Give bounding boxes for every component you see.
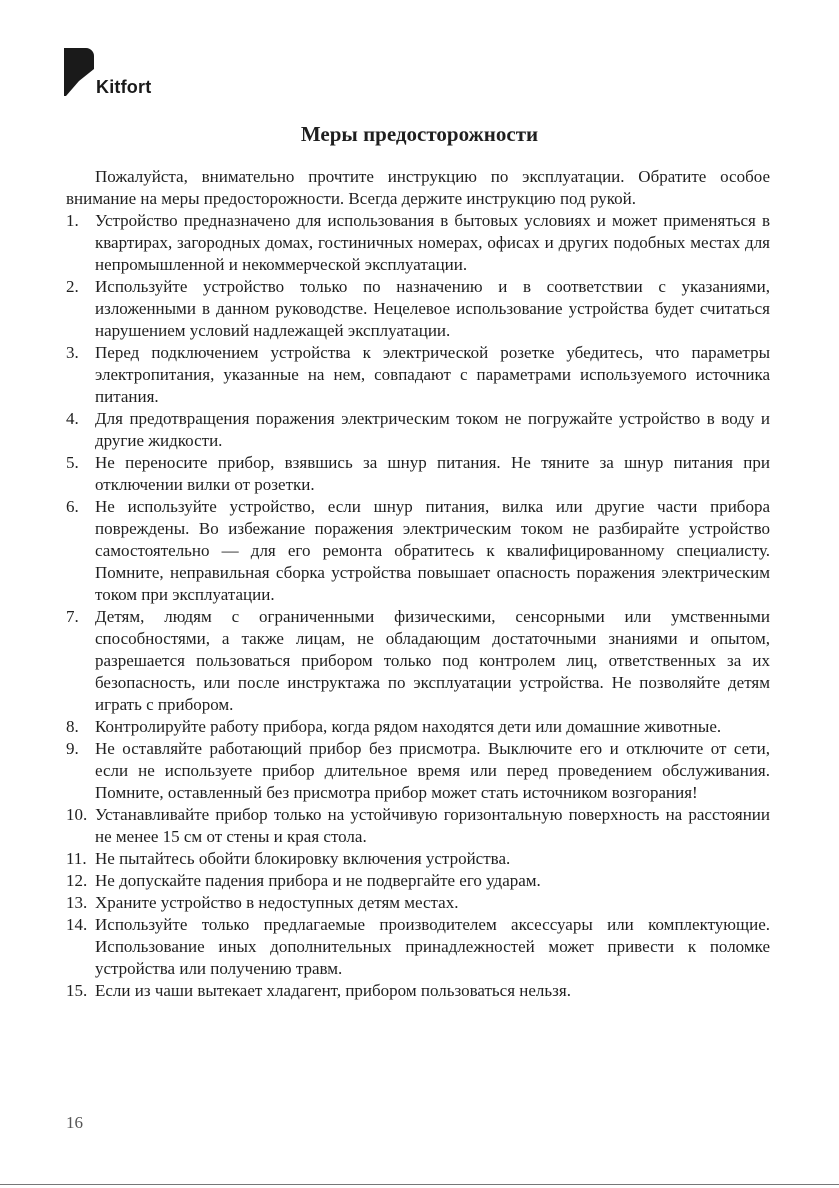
item-text: Не пытайтесь обойти блокировку включения устройства. — [95, 849, 511, 868]
safety-section — [66, 166, 770, 1002]
item-text: Для предотвращения поражения электрическим током не погружайте устройство в воду и другие жидкости. — [95, 409, 770, 450]
intro-paragraph: Пожалуйста, внимательно прочтите инструкцию по эксплуатации. Обратите особое внимание на меры предосторожности. Всегда держите инструкцию под рукой. — [66, 167, 770, 208]
item-number: 13. — [66, 893, 88, 912]
item-number: 6. — [66, 497, 79, 516]
item-text: Используйте только предлагаемые производителем аксессуары или комплектующие. Использование иных дополнительных принадлежностей может привести к поломке устройства или получению травм. — [95, 915, 770, 978]
item-text: Не допускайте падения прибора и не подвергайте его ударам. — [95, 871, 541, 890]
list-item — [66, 342, 770, 408]
list-item — [66, 738, 770, 804]
item-text: Устройство предназначено для использования в бытовых условиях и может применяться в квартирах, загородных домах, гостиничных номерах, офисах и других подобных местах для непромышленной и некоммерческой эксплуатации. — [95, 211, 770, 274]
list-item — [66, 892, 770, 914]
list-item — [66, 716, 770, 738]
list-item — [66, 980, 770, 1002]
item-number: 7. — [66, 607, 79, 626]
item-number: 1. — [66, 211, 79, 230]
bottom-divider — [0, 1184, 839, 1185]
list-item — [66, 276, 770, 342]
kitfort-logo-icon — [64, 48, 94, 96]
item-text: Храните устройство в недоступных детям местах. — [95, 893, 459, 912]
item-text: Не используйте устройство, если шнур питания, вилка или другие части прибора повреждены. Во избежание поражения электрическим током не разбирайте устройство самостоятельно — для его ремонта обратитесь к квалифицированному специалисту. Помните, неправильная сборка устройства повышает опасность поражения электрическим током при эксплуатации. — [95, 497, 770, 604]
item-number: 2. — [66, 277, 79, 296]
list-item — [66, 870, 770, 892]
brand-logo — [64, 48, 151, 96]
item-number: 3. — [66, 343, 79, 362]
list-item — [66, 210, 770, 276]
item-number: 14. — [66, 915, 88, 934]
item-text: Используйте устройство только по назначению и в соответствии с указаниями, изложенными в данном руководстве. Нецелевое использование устройства будет считаться нарушением условий надлежащей эксплуатации. — [95, 277, 770, 340]
item-number: 10. — [66, 805, 88, 824]
item-text: Перед подключением устройства к электрической розетке убедитесь, что параметры электропитания, указанные на нем, совпадают с параметрами используемого источника питания. — [95, 343, 770, 406]
brand-name: Kitfort — [96, 77, 152, 97]
list-item — [66, 804, 770, 848]
list-item — [66, 914, 770, 980]
item-text: Устанавливайте прибор только на устойчивую горизонтальную поверхность на расстоянии не менее 15 см от стены и края стола. — [95, 805, 770, 846]
item-text: Не оставляйте работающий прибор без присмотра. Выключите его и отключите от сети, если не используете прибор длительное время или перед проведением обслуживания. Помните, оставленный без присмотра прибор может стать источником возгорания! — [95, 739, 770, 802]
item-number: 12. — [66, 871, 88, 890]
item-number: 5. — [66, 453, 79, 472]
page-number: 16 — [66, 1113, 83, 1132]
list-item — [66, 848, 770, 870]
precautions-list — [66, 210, 770, 1002]
item-number: 15. — [66, 981, 88, 1000]
item-number: 11. — [66, 849, 87, 868]
item-text: Если из чаши вытекает хладагент, прибором пользоваться нельзя. — [95, 981, 571, 1000]
page-title: Меры предосторожности — [300, 122, 539, 146]
item-text: Не переносите прибор, взявшись за шнур питания. Не тяните за шнур питания при отключении вилки от розетки. — [95, 453, 770, 494]
item-number: 4. — [66, 409, 79, 428]
list-item — [66, 452, 770, 496]
list-item — [66, 496, 770, 606]
item-text: Контролируйте работу прибора, когда рядом находятся дети или домашние животные. — [95, 717, 722, 736]
list-item — [66, 606, 770, 716]
item-number: 9. — [66, 739, 79, 758]
item-number: 8. — [66, 717, 79, 736]
item-text: Детям, людям с ограниченными физическими, сенсорными или умственными способностями, а также лицам, не обладающим достаточными знаниями и опытом, разрешается пользоваться прибором только под контролем лиц, ответственных за их безопасность, или после инструктажа по эксплуатации устройства. Не позволяйте детям играть с прибором. — [95, 607, 770, 714]
list-item — [66, 408, 770, 452]
